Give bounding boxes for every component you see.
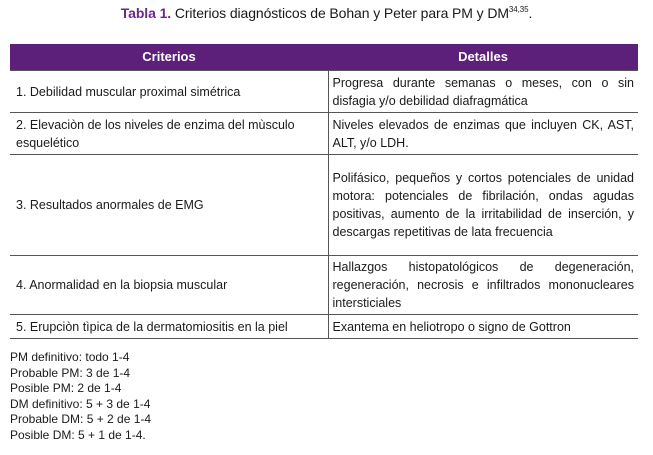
note-line: Posible PM: 2 de 1-4 xyxy=(10,381,122,395)
caption-text: Criterios diagnósticos de Bohan y Peter para PM y DM xyxy=(171,5,509,21)
table-caption xyxy=(0,4,653,22)
criterio-cell: 1. Debilidad muscular proximal simétrica xyxy=(10,71,328,113)
caption-label: Tabla 1. xyxy=(120,5,172,21)
table-row xyxy=(10,113,638,155)
table-row xyxy=(10,256,638,315)
diagnosis-notes xyxy=(10,350,151,443)
detalle-cell: Hallazgos histopatológicos de degeneración, regeneración, necrosis e infiltrados mononucleares intersticiales xyxy=(328,256,638,315)
detalle-cell: Progresa durante semanas o meses, con o sin disfagia y/o debilidad diafragmática xyxy=(328,71,638,113)
table-row xyxy=(10,155,638,256)
header-detalles: Detalles xyxy=(328,44,638,71)
note-line: Posible DM: 5 + 1 de 1-4. xyxy=(10,427,146,442)
note-line: PM definitivo: todo 1-4 xyxy=(10,350,130,364)
detalle-cell: Polifásico, pequeños y cortos potenciales de unidad motora: potenciales de fibrilación, ondas agudas positivas, aumento de la irritabilidad de inserción, y descargas repetitivas de lata frecuencia xyxy=(328,155,638,256)
table-row xyxy=(10,71,638,113)
criterio-cell: 2. Elevaciòn de los niveles de enzima del mùsculo esquelético xyxy=(10,113,328,155)
criterio-cell: 4. Anormalidad en la biopsia muscular xyxy=(10,256,328,315)
note-line: DM definitivo: 5 + 3 de 1-4 xyxy=(10,396,151,411)
note-line: Probable PM: 3 de 1-4 xyxy=(10,365,131,380)
note-line: Probable DM: 5 + 2 de 1-4 xyxy=(10,412,152,426)
criteria-table xyxy=(10,44,638,339)
header-criterios: Criterios xyxy=(10,44,328,71)
criterio-cell: 5. Erupciòn tìpica de la dermatomiositis en la piel xyxy=(10,315,328,339)
detalle-cell: Niveles elevados de enzimas que incluyen CK, AST, ALT, y/o LDH. xyxy=(328,113,638,155)
table-header-row xyxy=(10,44,638,71)
criterio-cell: 3. Resultados anormales de EMG xyxy=(10,155,328,256)
table-row xyxy=(10,315,638,339)
caption-end: . xyxy=(528,5,533,21)
caption-references: 34,35 xyxy=(508,5,529,14)
detalle-cell: Exantema en heliotropo o signo de Gottron xyxy=(328,315,638,339)
